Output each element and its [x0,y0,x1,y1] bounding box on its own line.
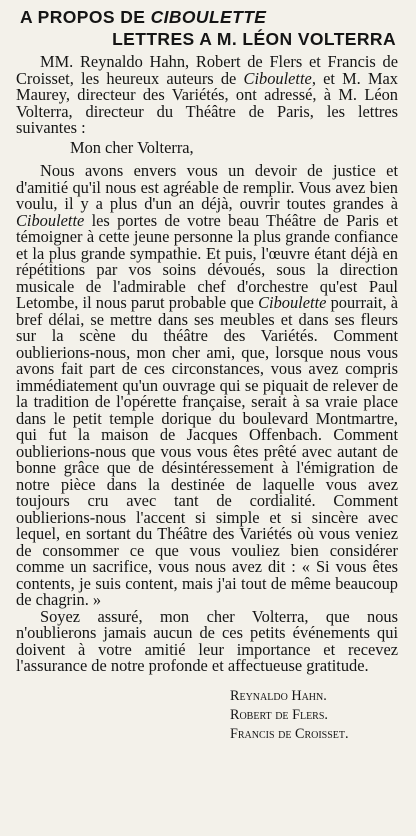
headline-line-1 [16,6,398,28]
letter-paragraph-1 [16,163,398,609]
signature-flers: Robert de Flers. [230,706,328,723]
signature-block [16,687,398,744]
headline-work-title: CIBOULETTE [150,7,267,27]
intro-text-2: , et M. Max Maurey, directeur des Variétés, ont adressé, à M. Léon Volterra, directeur du Théâtre de Paris, les lettres suivantes : [16,68,398,137]
headline-prefix: A PROPOS DE [20,7,151,27]
para1-text-3: pourrait, à bref délai, se mettre dans ses meubles et dans ses fleurs sur la scène du théâtre des Variétés. Comment oublierions-nous, mon cher ami, que, lorsque nous vous avons fait part de ces circonstances, vous avez compris immédiatement qu'un ouvrage qui se piquait de relever de la tradition de l'opérette française, serait à sa vraie place dans le petit temple dorique du boulevard Montmartre, qui fut la maison de Jacques Offenbach. Comment oublierions-nous que vous vous êtes prêté avec autant de bonne grâce que de désintéressement à l'émigration de notre pièce dans la destinée de laquelle vous avez toujours cru avec tant de cordialité. Comment oublierions-nous l'accent si simple et si sincère avec lequel, en sortant du Théâtre des Variétés où vous veniez de consommer ce que vous vouliez bien considérer comme un sacrifice, vous nous avez dit : « Si vous êtes contents, je suis content, mais j'ai tout de même beaucoup de chagrin. » [16,293,398,609]
intro-paragraph [16,54,398,137]
signature-croisset: Francis de Croisset. [230,725,349,742]
para1-text-2: les portes de votre beau Théâtre de Paris et témoigner à cette jeune personne la plus grande confiance et la plus grande sympathie. Et puis, l'œuvre étant déjà en répétitions par vos soins dévoués, sous la direction musicale de l'admirable chef d'orchestre qu'est Paul Letombe, il nous parut probable que [16,210,398,312]
headline-line-2: LETTRES A M. LÉON VOLTERRA [112,29,396,49]
letter-paragraph-2: Soyez assuré, mon cher Volterra, que nous n'oublierons jamais aucun de ces petits événements qui doivent à votre amitié leur importance et recevez l'assurance de notre profonde et affectueuse gratitude. [16,606,398,675]
para1-italic-2: Ciboulette [258,293,327,312]
salutation: Mon cher Volterra, [70,137,194,157]
article-body [16,54,398,675]
para1-text-1: Nous avons envers vous un devoir de justice et d'amitié qu'il nous est agréable de remplir. Vous avez bien voulu, il y a plus d'un an déjà, ouvrir toutes grandes à [16,161,398,213]
intro-italic: Ciboulette [243,68,312,88]
signature-hahn: Reynaldo Hahn. [230,687,327,704]
intro-text-1: MM. Reynaldo Hahn, Robert de Flers et Francis de Croisset, les heureux auteurs de [16,52,398,88]
para1-italic-1: Ciboulette [16,210,85,230]
